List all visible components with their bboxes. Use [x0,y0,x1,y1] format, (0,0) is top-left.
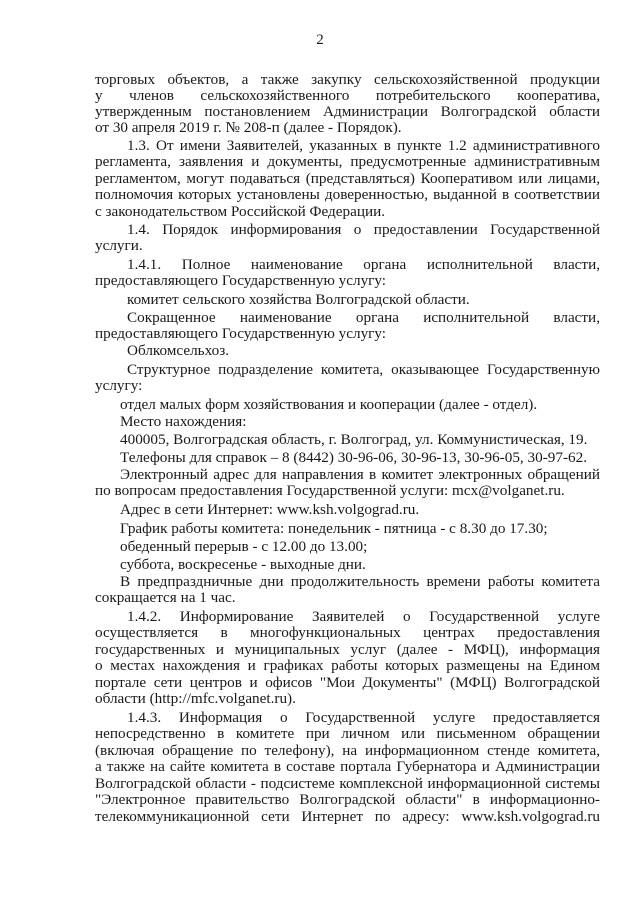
text-line: отдел малых форм хозяйствования и кооперации (далее - отдел). [120,396,538,413]
text-line: 1.3. От имени Заявителей, указанных в пункте 1.2 административного [127,137,600,154]
text-line: Электронный адрес для направления в комитет электронных обращений [120,466,600,483]
text-line: области (http://mfc.volganet.ru). [95,690,296,707]
text-line: 1.4. Порядок информирования о предоставлении Государственной [127,221,600,238]
text-line: Облкомсельхоз. [127,342,229,359]
text-line: государственных и муниципальных услуг (далее - МФЦ), информация [95,641,600,658]
text-line: предоставляющего Государственную услугу: [95,325,387,342]
text-line: непосредственно в комитете при личном или письменном обращении [95,725,600,742]
text-line: сокращается на 1 час. [95,589,236,606]
text-line: от 30 апреля 2019 г. № 208-п (далее - Порядок). [95,119,402,136]
text-line: (включая обращение по телефону), на информационном стенде комитета, [95,742,600,759]
text-line: Телефоны для справок – 8 (8442) 30-96-06, 30-96-13, 30-96-05, 30-97-62. [120,449,587,466]
page-number: 2 [316,32,324,48]
text-line: 1.4.1. Полное наименование органа исполнительной власти, [127,256,600,273]
text-line: обеденный перерыв - с 12.00 до 13.00; [120,538,368,555]
text-line: суббота, воскресенье - выходные дни. [120,556,366,573]
text-line: торговых объектов, а также закупку сельскохозяйственной продукции [95,71,600,88]
text-line: с законодательством Российской Федерации. [95,203,386,220]
text-line: предоставляющего Государственную услугу: [95,272,387,289]
text-line: услуги. [95,237,143,254]
text-line: 1.4.2. Информирование Заявителей о Государственной услуге [127,608,600,625]
text-line: регламента, заявления и документы, предусмотренные административным [95,153,600,170]
text-line: полномочия которых установлены доверенностью, выданной в соответствии [95,186,600,203]
text-line: График работы комитета: понедельник - пятница - с 8.30 до 17.30; [120,520,548,537]
text-line: утвержденным постановлением Администрации Волгоградской области [95,103,600,120]
text-line: Сокращенное наименование органа исполнительной власти, [127,309,600,326]
text-line: у членов сельскохозяйственного потребительского кооператива, [95,87,600,104]
text-line: 400005, Волгоградская область, г. Волгоград, ул. Коммунистическая, 19. [120,431,588,448]
text-line: 1.4.3. Информация о Государственной услуге предоставляется [127,709,600,726]
text-line: телекоммуникационной сети Интернет по адресу: www.ksh.volgograd.ru [95,808,600,825]
text-line: о местах нахождения и графиках работы которых размещены на Едином [95,657,600,674]
text-line: Адрес в сети Интернет: www.ksh.volgograd.ru. [120,501,420,518]
text-line: "Электронное правительство Волгоградской области" в информационно- [95,791,600,808]
text-line: а также на сайте комитета в составе портала Губернатора и Администрации [95,758,600,775]
text-line: комитет сельского хозяйства Волгоградской области. [127,291,470,308]
text-line: услугу: [95,377,143,394]
text-line: регламентом, могут подаваться (представляться) Кооперативом или лицами, [95,170,600,187]
text-line: Место нахождения: [120,413,247,430]
text-line: Структурное подразделение комитета, оказывающее Государственную [127,361,600,378]
text-line: В предпраздничные дни продолжительность времени работы комитета [120,573,600,590]
text-line: Волгоградской области - подсистеме комплексной информационной системы [95,775,600,792]
text-line: по вопросам предоставления Государственной услуги: mcx@volganet.ru. [95,482,565,499]
text-line: портале сети центров и офисов "Мои Документы" (МФЦ) Волгоградской [95,674,600,691]
text-line: осуществляется в многофункциональных центрах предоставления [95,624,600,641]
